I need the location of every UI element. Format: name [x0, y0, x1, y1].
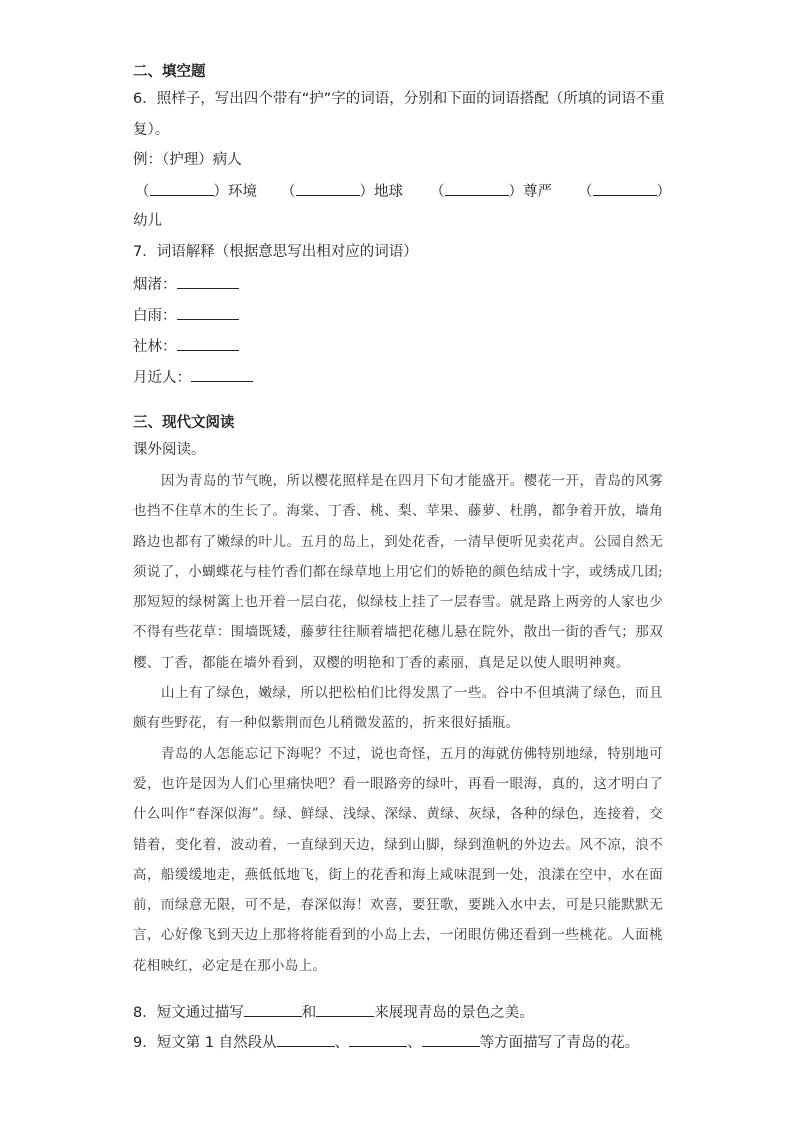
question-6-example: 例：（护理）病人	[133, 152, 242, 168]
answer-blank-8-2[interactable]	[316, 1002, 374, 1017]
fill-word-2: 地球	[374, 184, 403, 200]
answer-blank-6-2[interactable]	[296, 181, 360, 196]
fill-word-1: 环境	[228, 184, 257, 200]
answer-blank-7-4[interactable]	[191, 367, 253, 382]
term-3: 社林：	[133, 336, 239, 357]
passage-paragraph-2: 山上有了绿色，嫩绿，所以把松柏们比得发黑了一些。谷中不但填满了绿色，而且颇有些野花，有一种似紫荆而色儿稍微发蓝的，折来很好插瓶。	[133, 685, 663, 732]
question-6-text: 6．照样子，写出四个带有“护”字的词语，分别和下面的词语搭配（所填的词语不重	[133, 91, 665, 107]
passage-paragraph-1: 因为青岛的节气晚，所以樱花照样是在四月下旬才能盛开。樱花一开，青岛的风雾也挡不住草木的生长了。海棠、丁香、桃、梨、苹果、藤萝、杜鹃，都争着开放，墙角路边也都有了嫩绿的叶儿。五月的岛上，到处花香，一清早便听见卖花声。公园自然无须说了，小蝴蝶花与桂竹香们都在绿草地上用它们的娇艳的颜色结成十字，或绣成几团;那短短的绿树篱上也开着一层白花，似绿枝上挂了一层春雪。就是路上两旁的人家也少不得有些花草：围墙既矮，藤萝往往顺着墙把花穗儿悬在院外，散出一街的香气；那双樱、丁香，都能在墙外看到，双樱的明艳和丁香的素丽，真是足以使人眼明神爽。	[133, 473, 663, 671]
answer-blank-8-1[interactable]	[244, 1002, 302, 1017]
term-4: 月近人：	[133, 367, 253, 388]
fill-item-2: （ ）地球	[281, 180, 403, 201]
term-2: 白雨：	[133, 305, 239, 326]
question-7-text: 7．词语解释（根据意思写出相对应的词语）	[133, 244, 418, 260]
fill-word-3: 尊严	[523, 184, 552, 200]
answer-blank-6-4[interactable]	[593, 181, 657, 196]
fill-word-4: 幼儿	[133, 213, 162, 229]
term-1: 烟渚：	[133, 274, 239, 295]
answer-blank-7-3[interactable]	[177, 336, 239, 351]
question-6-text-cont: 复）。	[133, 122, 170, 138]
answer-blank-9-3[interactable]	[422, 1032, 480, 1047]
answer-blank-7-1[interactable]	[177, 274, 239, 289]
section-3-heading: 三、现代文阅读	[133, 415, 235, 431]
reading-passage	[133, 466, 663, 981]
answer-blank-6-1[interactable]	[150, 181, 214, 196]
answer-blank-9-1[interactable]	[277, 1032, 335, 1047]
fill-item-3: （ ）尊严	[430, 180, 552, 201]
question-9: 9．短文第 1 自然段从 、 、 等方面描写了青岛的花。	[133, 1032, 639, 1053]
section-2-heading: 二、填空题	[133, 64, 206, 80]
reading-instruction: 课外阅读。	[133, 442, 206, 458]
question-8: 8．短文通过描写 和 来展现青岛的景色之美。	[133, 1002, 534, 1023]
passage-paragraph-3: 青岛的人怎能忘记下海呢？不过，说也奇怪，五月的海就仿佛特别地绿，特别地可爱，也许是因为人们心里痛快吧？看一眼路旁的绿叶，再看一眼海，真的，这才明白了什么叫作“春深似海”。绿、鲜绿、浅绿、深绿、黄绿、灰绿，各种的绿色，连接着，交错着，变化着，波动着，一直绿到天边，绿到山脚，绿到渔帆的外边去。风不凉，浪不高，船缓缓地走，燕低低地飞，街上的花香和海上咸味混到一处，浪漾在空中，水在面前，而绿意无限，可不是，春深似海！欢喜，要狂歌，要跳入水中去，可是只能默默无言，心好像飞到天边上那将将能看到的小岛上去，一闭眼仿佛还看到一些桃花。人面桃花相映红，必定是在那小岛上。	[133, 745, 663, 974]
answer-blank-6-3[interactable]	[445, 181, 509, 196]
answer-blank-9-2[interactable]	[349, 1032, 407, 1047]
answer-blank-7-2[interactable]	[177, 305, 239, 320]
fill-item-4: （ ）	[578, 180, 671, 201]
fill-item-1: （ ）环境	[135, 180, 257, 201]
